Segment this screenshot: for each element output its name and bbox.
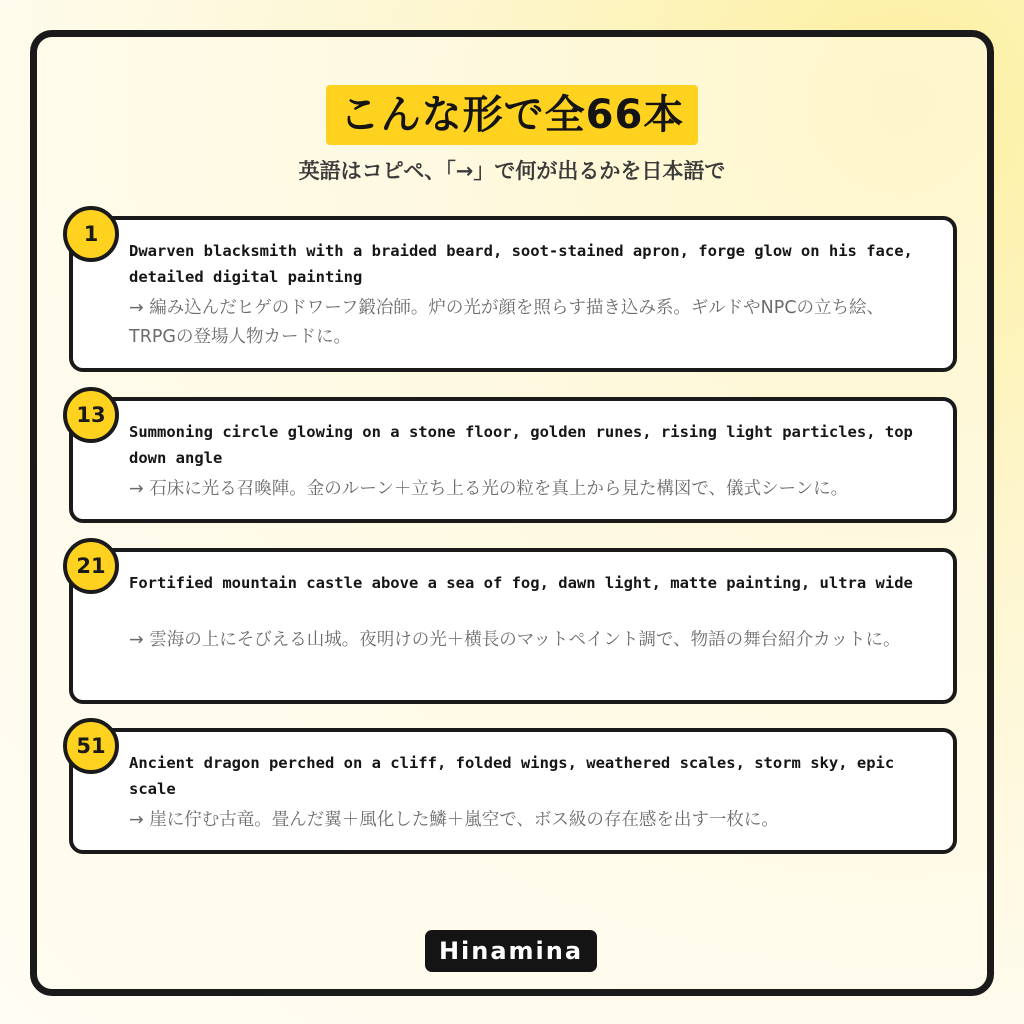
prompt-card xyxy=(69,548,957,704)
card-number-badge: 13 xyxy=(63,387,119,443)
page-title: こんな形で全66本 xyxy=(326,85,699,145)
page-subtitle: 英語はコピペ、「→」で何が出るかを日本語で xyxy=(298,159,726,183)
english-prompt: Fortified mountain castle above a sea of fog, dawn light, matte painting, ultra wide xyxy=(129,574,913,592)
card-number-badge: 1 xyxy=(63,206,119,262)
japanese-description: → 雲海の上にそびえる山城。夜明けの光＋横長のマットペイント調で、物語の舞台紹介カットに。 xyxy=(129,630,901,650)
english-prompt: Summoning circle glowing on a stone floor, golden runes, rising light particles, top down angle xyxy=(129,423,913,467)
prompt-card xyxy=(69,728,957,854)
card-number-badge: 51 xyxy=(63,718,119,774)
prompt-card xyxy=(69,216,957,372)
english-prompt: Dwarven blacksmith with a braided beard, soot-stained apron, forge glow on his face, detailed digital painting xyxy=(129,242,913,286)
prompt-card xyxy=(69,397,957,523)
main-frame xyxy=(30,30,994,996)
card-number-badge: 21 xyxy=(63,538,119,594)
japanese-description: → 石床に光る召喚陣。金のルーン＋立ち上る光の粒を真上から見た構図で、儀式シーンに。 xyxy=(129,479,849,499)
brand-logo: Hinamina xyxy=(425,930,597,972)
title-wrapper xyxy=(37,85,987,145)
english-prompt: Ancient dragon perched on a cliff, folded wings, weathered scales, storm sky, epic scale xyxy=(129,754,895,798)
japanese-description: → 崖に佇む古竜。畳んだ翼＋風化した鱗＋嵐空で、ボス級の存在感を出す一枚に。 xyxy=(129,810,779,830)
japanese-description: → 編み込んだヒゲのドワーフ鍛冶師。炉の光が顔を照らす描き込み系。ギルドやNPCの立ち絵、TRPGの登場人物カードに。 xyxy=(129,298,885,347)
